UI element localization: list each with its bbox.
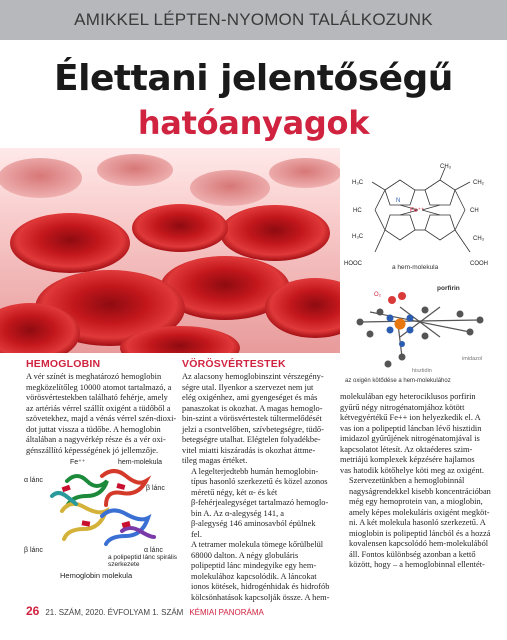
hemoglobin-paragraph: [26, 372, 176, 456]
porfirin-label: porfirin: [437, 285, 460, 292]
hemo-hem-label: hem-molekula: [118, 459, 162, 466]
page-subtitle: hatóanyagok: [137, 104, 370, 142]
page-number: 26: [26, 604, 40, 618]
text-line: méretű négy, két α- és két: [191, 487, 278, 497]
text-line: panaszokat is okozhat. A magas hemoglo-: [182, 403, 323, 413]
text-line: között, hogy – a hemoglobinnal ellentét-: [349, 560, 485, 569]
text-line: amely képes molekuláris oxigént megköt-: [349, 507, 490, 517]
beta-chain-left: β lánc: [24, 547, 43, 554]
text-line: típus hasonló szerkezetű és közel azonos: [191, 477, 328, 486]
text-line: szövetekhez, majd a vénás vérrel szén-dioxi-: [26, 414, 177, 423]
issue-info: 21. SZÁM, 2020. ÉVFOLYAM 1. SZÁM: [45, 608, 184, 617]
voros-heading: VÖRÖSVÉRTESTEK: [182, 358, 286, 370]
text-line: mioglobin is polipeptid láncból és a hozzá: [349, 528, 491, 538]
text-line: kölcsönhatások kapcsolják össze. A hem-: [191, 592, 330, 602]
text-line: ionos kötések, hidrogénhidak és hidrofób: [191, 582, 330, 591]
text-line: általában a nagyvérkép része és a vér oxi-: [26, 435, 166, 444]
text-line: kovalensen kapcsolódó hem-molekulából: [349, 539, 489, 548]
fe-label: Fe⁺⁺: [410, 207, 425, 214]
h3c-2-label: H₃C: [352, 234, 364, 240]
section-header: [0, 0, 507, 40]
text-line: bin-szint a vörösvértestek túltermelődését: [182, 414, 322, 423]
ch-label: CH: [470, 208, 479, 214]
voros-text: [182, 372, 332, 603]
text-line: Szervezetünkben a hemoglobinnál: [349, 476, 465, 485]
text-line: bin A. Az α-alegység 141, a: [191, 508, 285, 518]
voros-paragraph-1: [182, 372, 332, 467]
col3-text: [340, 392, 500, 571]
text-line: még egy hemoprotein van, a mioglobin,: [349, 497, 483, 506]
voros-paragraph-2: [182, 467, 332, 541]
text-line: imidazol gyűrűjének nitrogénatomjával is: [340, 434, 480, 443]
heme-caption: a hem-molekula: [392, 264, 439, 271]
text-line: vörösvértestekben található fehérje, amely: [26, 393, 168, 402]
text-line: ségre utal. Ilyenkor a szervezet nem jut: [182, 382, 314, 392]
hemo-fe-label: Fe⁺⁺: [70, 459, 86, 466]
text-line: megközelítőleg 10000 atomot tartalmazó, a: [26, 382, 172, 392]
text-line: ni. A két molekula hasonló szerkezetű. A: [349, 518, 486, 527]
hemoglobin-heading: HEMOGLOBIN: [26, 358, 101, 370]
text-line: β-alegység 146 aminosavból épülnek: [191, 519, 316, 528]
text-line: 68000 dalton. A négy globuláris: [191, 550, 299, 560]
h3c-label: H₃C: [352, 180, 364, 186]
text-line: molekulához kapcsolódik. A láncokat: [191, 571, 317, 581]
hemoglobin-svg: [22, 456, 180, 568]
text-line: génszállító képességének jó jellemzője.: [26, 445, 159, 455]
text-line: fel.: [191, 529, 202, 539]
magazine-name: KÉMIAI PANORÁMA: [189, 608, 264, 617]
text-line: A tetramer molekula tömege kőrülbelül: [191, 540, 324, 549]
text-line: kapcsolatot létesít. Az oktaéderes szim-: [340, 444, 473, 454]
text-line: A vér színét is meghatározó hemoglobin: [26, 372, 162, 381]
alpha-chain-left: α lánc: [24, 477, 43, 484]
hooc-label: HOOC: [344, 261, 362, 267]
o2-label: O₂: [374, 292, 381, 298]
text-line: polipeptid lánc mindegyike egy hem-: [191, 561, 317, 570]
text-line: betegségre utalhat. Elégtelen folyadékbe-: [182, 435, 321, 444]
hemoglobin-text: [26, 372, 176, 456]
blood-cells-illustration: [0, 148, 340, 353]
text-line: kétvegyértékű Fe++ ion helyezkedik el. A: [340, 413, 481, 422]
text-line: vitel miatti kiszáradás is okozhat áttme-: [182, 445, 316, 455]
col3-paragraph-2: [340, 476, 500, 571]
text-line: dot juttat vissza a tüdőbe. A hemoglobin: [26, 424, 161, 434]
page-title: Élettani jelentőségű: [54, 58, 453, 99]
text-line: β-fehérjealegységet tartalmazó hemoglo-: [191, 498, 329, 507]
n-label: N: [396, 198, 401, 204]
text-line: jelzi a csontvelőben, szívbetegségre, tüdő-: [182, 424, 324, 434]
oxygen-binding-caption: az oxigén kötődése a hem-molekulához: [345, 378, 451, 384]
imidazol-label: imidazol: [462, 356, 483, 362]
ch3-2-label: CH₃: [473, 236, 485, 242]
red-blood-cells-image: [0, 148, 340, 353]
hisztidin-label: hisztidin: [412, 368, 432, 374]
text-line: az artériás vérrel szállít oxigént a tüdőből a: [26, 403, 171, 413]
text-line: molekulában egy heterociklusos porfirin: [340, 392, 476, 401]
hemoglobin-caption: Hemoglobin molekula: [60, 571, 133, 580]
beta-chain-right: β lánc: [146, 485, 165, 492]
heme-structure-svg: [330, 160, 507, 280]
voros-paragraph-3: [182, 540, 332, 603]
section-title: AMIKKEL LÉPTEN-NYOMON TALÁLKOZUNK: [74, 10, 433, 29]
polypeptide-label: a polipeptid lánc spirális szerkezete: [108, 554, 178, 568]
text-line: elég oxigénhez, ami gyengeséget és más: [182, 393, 318, 402]
text-line: vas ion a polipeptid láncban lévő hisztidin: [340, 423, 482, 433]
text-line: A legelterjedtebb humán hemoglobin-: [191, 466, 319, 476]
hc-label: HC: [353, 208, 362, 214]
heme-structure-diagram: [330, 160, 507, 280]
text-line: gyűrű négy nitrogénatomjához kötött: [340, 402, 465, 412]
text-line: nagyságrendekkel kisebb koncentrációban: [349, 486, 491, 496]
ch3-label: CH₃: [440, 164, 452, 170]
text-line: vas hatodik kötőhelye köti meg az oxigént.: [340, 465, 484, 475]
ch2-label: CH₂: [473, 180, 484, 186]
alpha-chain-right: α lánc: [144, 547, 163, 554]
text-line: áll. Fontos különbség azonban a kettő: [349, 549, 476, 559]
text-line: metriájú komplexek képzésére hajlamos: [340, 455, 475, 464]
text-line: Az alacsony hemoglobinszint vérszegény-: [182, 372, 324, 381]
text-line: tileg magas értéket.: [182, 456, 248, 465]
col3-paragraph-1: [340, 392, 500, 476]
cooh-label: COOH: [470, 261, 488, 267]
page-footer: [26, 604, 264, 618]
hemoglobin-molecule-figure: [22, 456, 180, 568]
